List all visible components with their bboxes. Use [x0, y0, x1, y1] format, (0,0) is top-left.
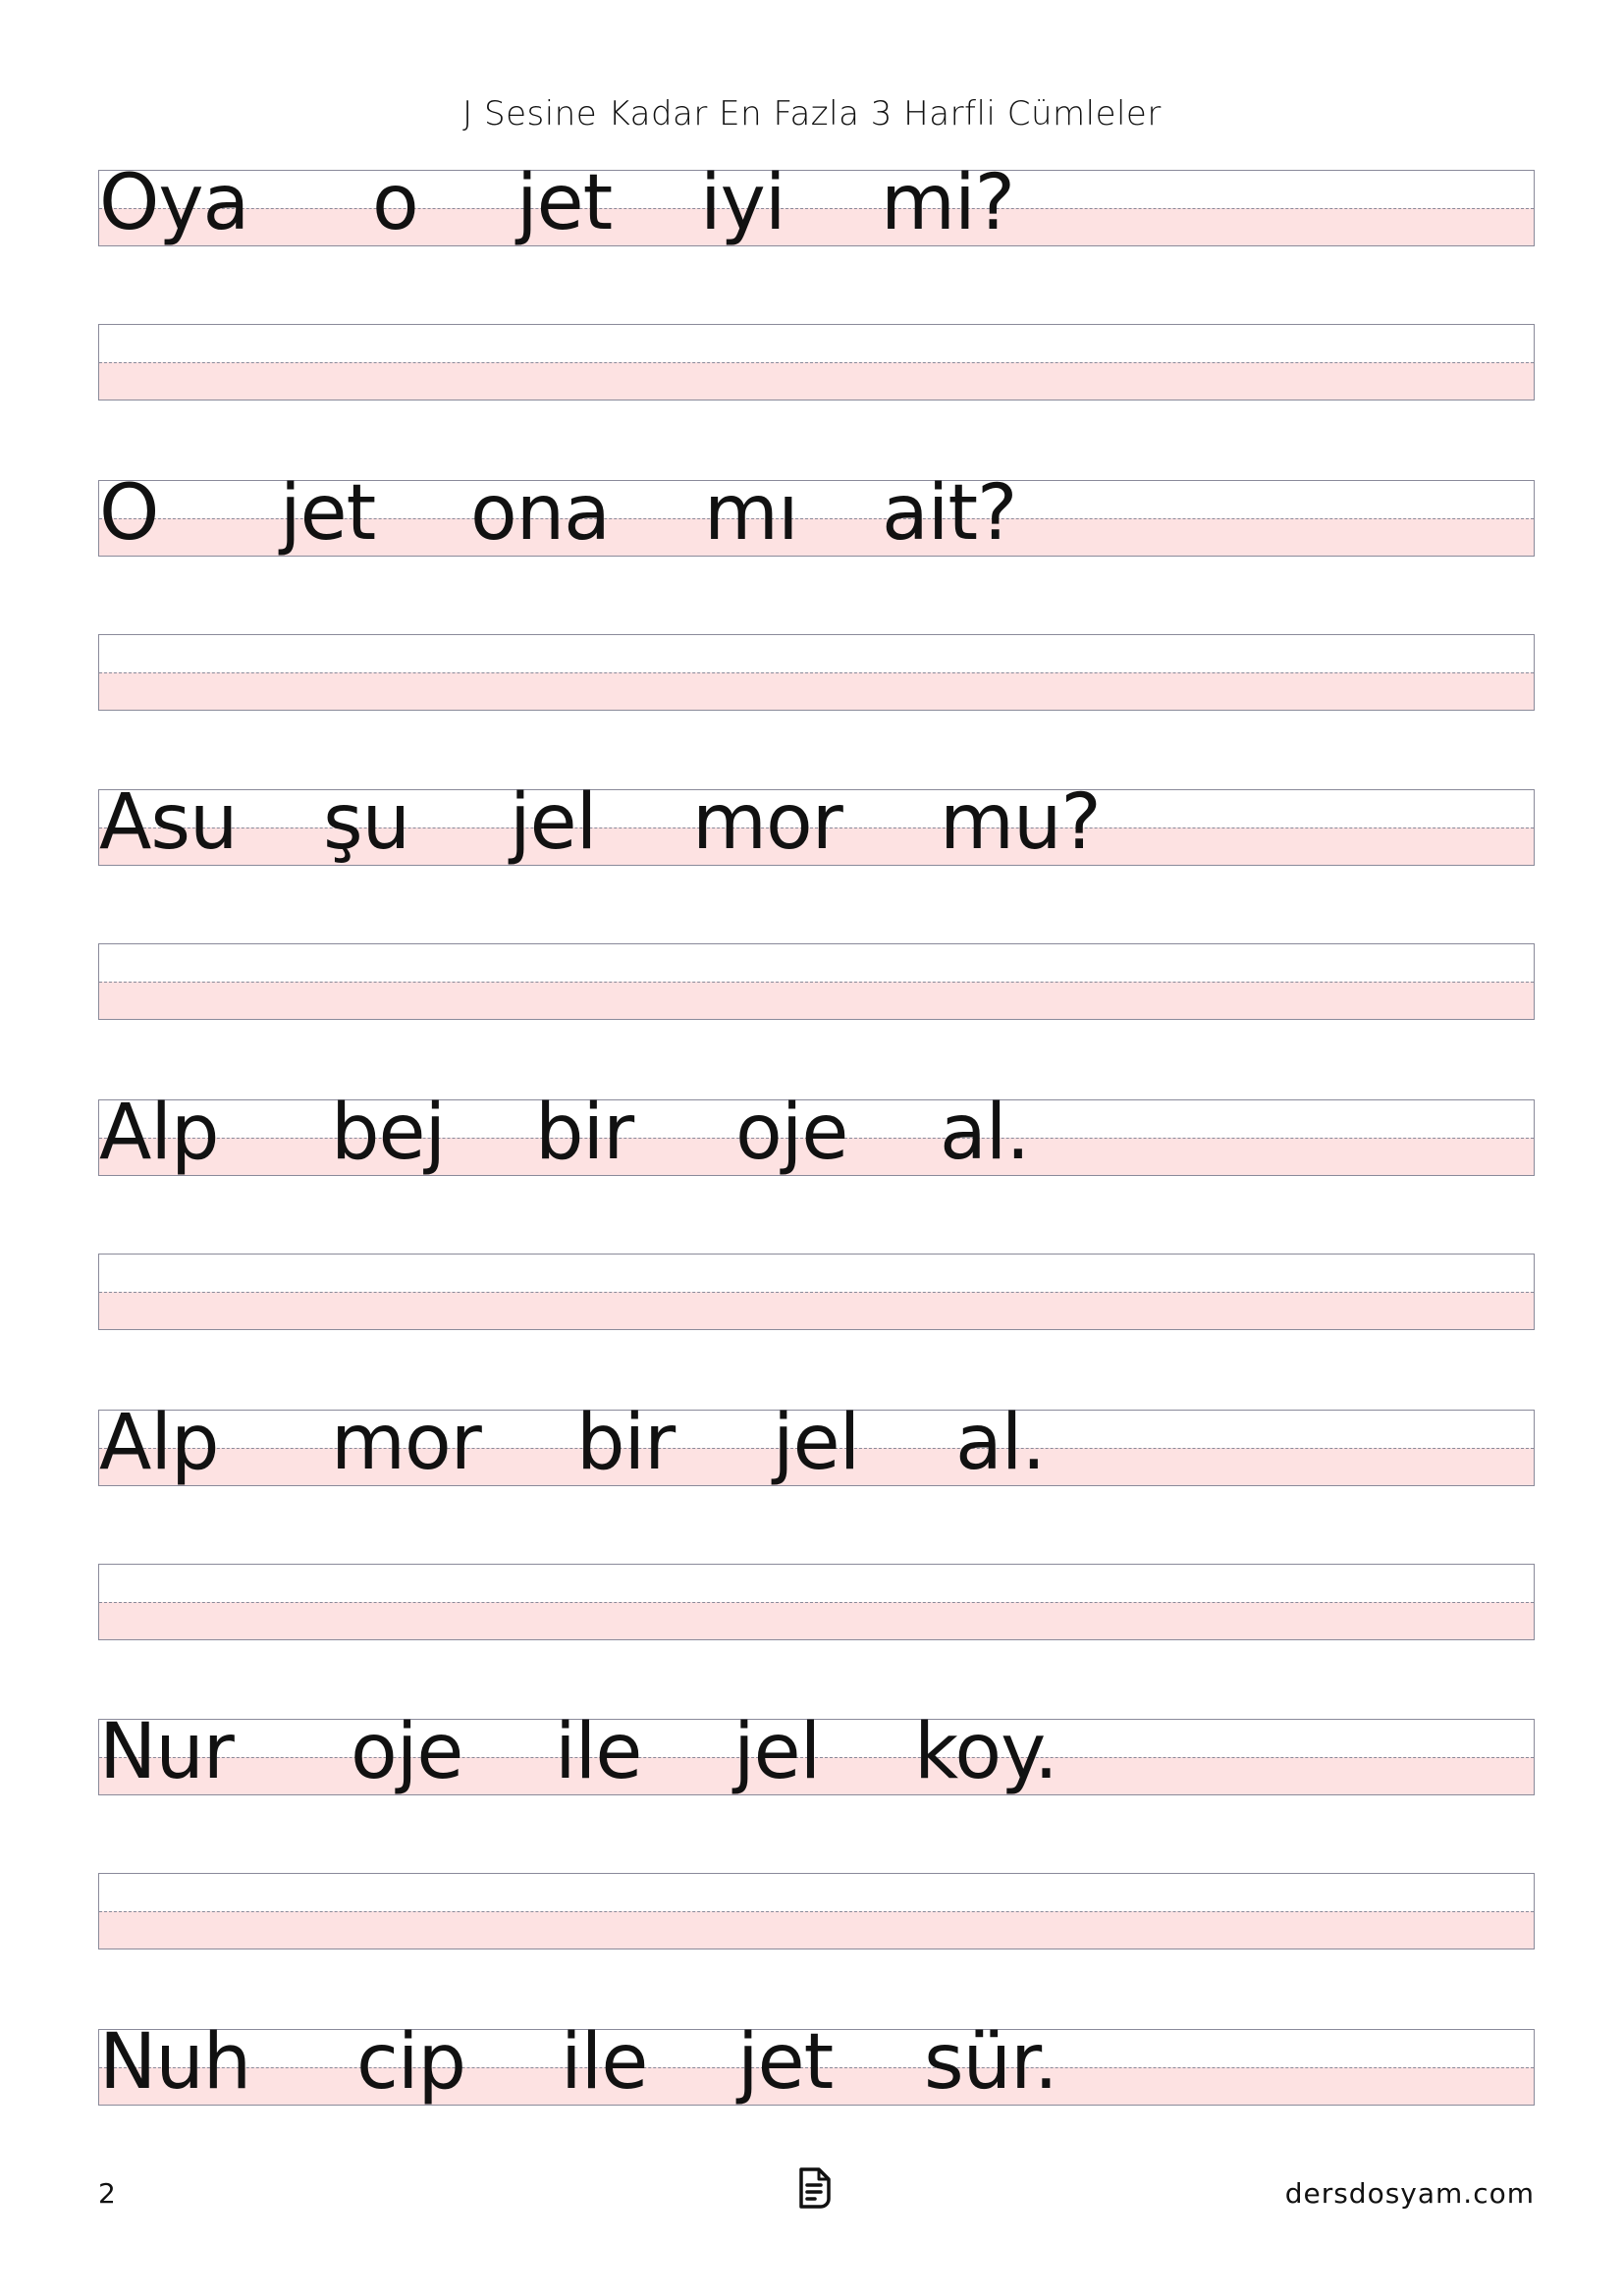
sentence-word: o [372, 159, 418, 247]
sentence-word: ile [555, 1708, 642, 1796]
writing-line-example [98, 1089, 1535, 1177]
sentence-word: jel [510, 778, 597, 867]
writing-line-practice[interactable] [98, 943, 1535, 1020]
sentence-word: mor [692, 778, 842, 867]
writing-line-practice[interactable] [98, 1564, 1535, 1640]
writing-line-practice[interactable] [98, 634, 1535, 711]
sentence-word: jet [516, 159, 613, 247]
sentence-word: bir [535, 1089, 634, 1177]
document-list-icon [795, 2165, 835, 2209]
sentence-word: jel [733, 1708, 821, 1796]
writing-line-practice[interactable] [98, 1873, 1535, 1949]
writing-line-example [98, 778, 1535, 867]
sentence-word: bej [331, 1089, 446, 1177]
sentence-word: oje [351, 1708, 463, 1796]
page-title: J Sesine Kadar En Fazla 3 Harfli Cümleler [462, 94, 1162, 133]
writing-line-example [98, 469, 1535, 558]
sentence-word: Nuh [99, 2018, 251, 2107]
sentence-word: mı [704, 469, 798, 558]
sentence-word: cip [356, 2018, 466, 2107]
writing-line-practice[interactable] [98, 324, 1535, 400]
sentence-word: iyi [700, 159, 785, 247]
sentence-word: jet [737, 2018, 834, 2107]
sentence-word: bir [576, 1399, 676, 1487]
sentence-word: jel [773, 1399, 860, 1487]
sentence-word: Alp [99, 1399, 219, 1487]
page-number: 2 [98, 2177, 116, 2210]
sentence-word: jet [280, 469, 376, 558]
writing-line-example [98, 1708, 1535, 1796]
sentence-word: şu [323, 778, 410, 867]
sentence-word: Nur [99, 1708, 234, 1796]
sentence-word: ona [470, 469, 610, 558]
sentence-word: oje [735, 1089, 848, 1177]
sentence-word: al. [955, 1399, 1046, 1487]
writing-line-example [98, 159, 1535, 247]
sentence-word: koy. [914, 1708, 1057, 1796]
sentence-word: mu? [940, 778, 1101, 867]
writing-line-example [98, 1399, 1535, 1487]
sentence-word: mi? [881, 159, 1015, 247]
writing-line-example [98, 2018, 1535, 2107]
writing-line-practice[interactable] [98, 1254, 1535, 1330]
sentence-word: al. [940, 1089, 1030, 1177]
sentence-word: sür. [924, 2018, 1057, 2107]
sentence-word: Alp [99, 1089, 219, 1177]
sentence-word: Oya [99, 159, 249, 247]
sentence-word: O [99, 469, 159, 558]
sentence-word: Asu [99, 778, 238, 867]
sentence-word: mor [331, 1399, 481, 1487]
sentence-word: ait? [882, 469, 1017, 558]
sentence-word: ile [561, 2018, 648, 2107]
site-name[interactable]: dersdosyam.com [1284, 2177, 1535, 2210]
